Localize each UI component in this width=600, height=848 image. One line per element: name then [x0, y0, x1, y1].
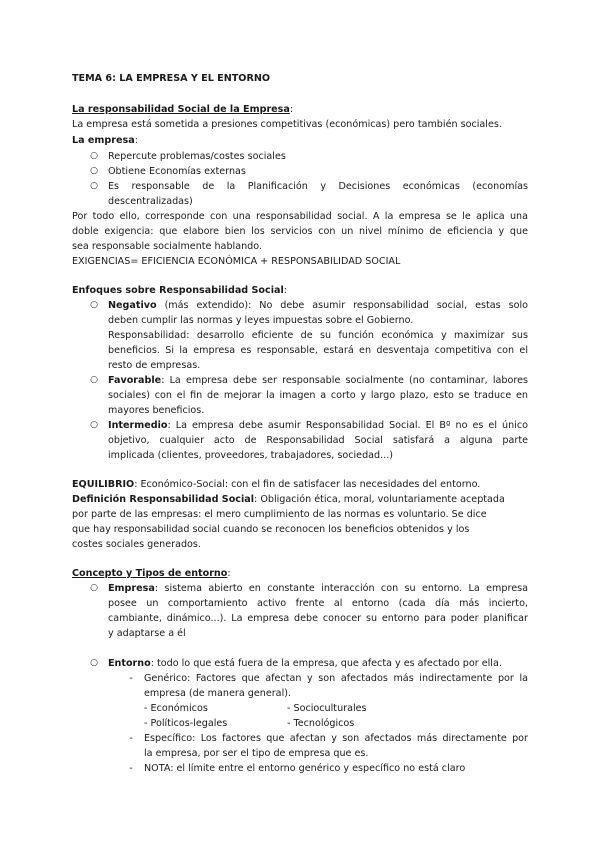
- paragraph-line: que hay responsabilidad social cuando se reconocen los beneficios obtenidos y los: [72, 524, 470, 535]
- section-1-intro: La empresa está sometida a presiones competitivas (económicas) pero también sociales.: [72, 119, 502, 130]
- paragraph-line: deben cumplir las normas y leyes impuestas sobre el Gobierno.: [108, 315, 414, 326]
- bullet-icon: ○: [90, 375, 98, 385]
- paragraph-line: Responsabilidad: desarrollo eficiente de su función económica y maximizar sus: [108, 330, 528, 341]
- exigencias-formula: EXIGENCIAS= EFICIENCIA ECONÓMICA + RESPONSABILIDAD SOCIAL: [72, 256, 401, 267]
- bullet-icon: ○: [90, 151, 98, 161]
- page-title: TEMA 6: LA EMPRESA Y EL ENTORNO: [72, 73, 271, 84]
- paragraph-line: implicada (clientes, proveedores, trabajadores, sociedad...): [108, 450, 394, 461]
- la-empresa-heading: La empresa:: [72, 135, 138, 146]
- bullet-icon: ○: [90, 166, 98, 176]
- enfoque-favorable: Favorable: La empresa debe ser responsable socialmente (no contaminar, labores: [108, 375, 528, 386]
- paragraph-line: por parte de las empresas: el mero cumplimiento de las normas es voluntario. Se dice: [72, 509, 487, 520]
- paragraph-line: doble exigencia: que elabore bien los servicios con un nivel mínimo de eficiencia y que: [72, 226, 528, 237]
- paragraph-line: Por todo ello, corresponde con una responsabilidad social. A la empresa se le aplica una: [72, 211, 528, 222]
- paragraph-line: cambiante, dinámico...). La empresa debe conocer su entorno para poder planificar: [108, 613, 528, 624]
- paragraph-line: resto de empresas.: [108, 360, 201, 371]
- generico-factor: - Políticos-legales: [144, 718, 228, 729]
- dash-bullet: -: [129, 733, 133, 744]
- bullet-icon: ○: [90, 420, 98, 430]
- empresa-definition: Empresa: sistema abierto en constante interacción con su entorno. La empresa: [108, 583, 528, 594]
- nota-line: NOTA: el límite entre el entorno genérico y específico no está claro: [144, 763, 466, 774]
- paragraph-line: sociales) con el fin de mejorar la imagen a corto y largo plazo, esto se traduce en: [108, 390, 528, 401]
- list-item: Obtiene Economías externas: [108, 166, 246, 177]
- paragraph-line: mayores beneficios.: [108, 405, 205, 416]
- generico-factor: - Socioculturales: [287, 703, 367, 714]
- paragraph-line: posee un comportamiento activo frente al entorno (cada día más incierto,: [108, 598, 528, 609]
- bullet-icon: ○: [90, 583, 98, 593]
- section-2-heading: Enfoques sobre Responsabilidad Social:: [72, 285, 287, 296]
- bullet-icon: ○: [90, 300, 98, 310]
- paragraph-line: beneficios. Si la empresa es responsable, estará en desventaja competitiva con el: [108, 345, 528, 356]
- paragraph-line: costes sociales generados.: [72, 539, 201, 550]
- paragraph-line: empresa (de manera general).: [144, 688, 292, 699]
- enfoque-intermedio: Intermedio: La empresa debe asumir Responsabilidad Social. El Bº no es el único: [108, 420, 528, 431]
- list-item: Repercute problemas/costes sociales: [108, 151, 286, 162]
- paragraph-line: y adaptarse a él: [108, 628, 186, 639]
- list-item-continuation: descentralizadas): [108, 196, 193, 207]
- dash-bullet: -: [129, 673, 133, 684]
- enfoque-negativo: Negativo (más extendido): No debe asumir responsabilidad social, estas solo: [108, 300, 528, 311]
- dash-bullet: -: [129, 763, 133, 774]
- generico-factor: - Económicos: [144, 703, 208, 714]
- definicion-line: Definición Responsabilidad Social: Obligación ética, moral, voluntariamente aceptada: [72, 494, 505, 505]
- bullet-icon: ○: [90, 181, 98, 191]
- list-item: Es responsable de la Planificación y Decisiones económicas (economías: [108, 181, 528, 192]
- bullet-icon: ○: [90, 658, 98, 668]
- equilibrio-line: EQUILIBRIO: Económico-Social: con el fin de satisfacer las necesidades del entorno.: [72, 479, 481, 490]
- generico-factor: - Tecnológicos: [287, 718, 355, 729]
- generico-definition: Genérico: Factores que afectan y son afectados más indirectamente por la: [144, 673, 528, 684]
- entorno-definition: Entorno: todo lo que está fuera de la empresa, que afecta y es afectado por ella.: [108, 658, 502, 669]
- paragraph-line: sea responsable socialmente hablando.: [72, 241, 262, 252]
- paragraph-line: objetivo, cualquier acto de Responsabilidad Social satisfará a alguna parte: [108, 435, 528, 446]
- section-1-heading: La responsabilidad Social de la Empresa:: [72, 104, 294, 115]
- especifico-definition: Específico: Los factores que afectan y son afectados más directamente por: [144, 733, 528, 744]
- paragraph-line: la empresa, por ser el tipo de empresa que es.: [144, 748, 369, 759]
- section-4-heading: Concepto y Tipos de entorno:: [72, 568, 231, 579]
